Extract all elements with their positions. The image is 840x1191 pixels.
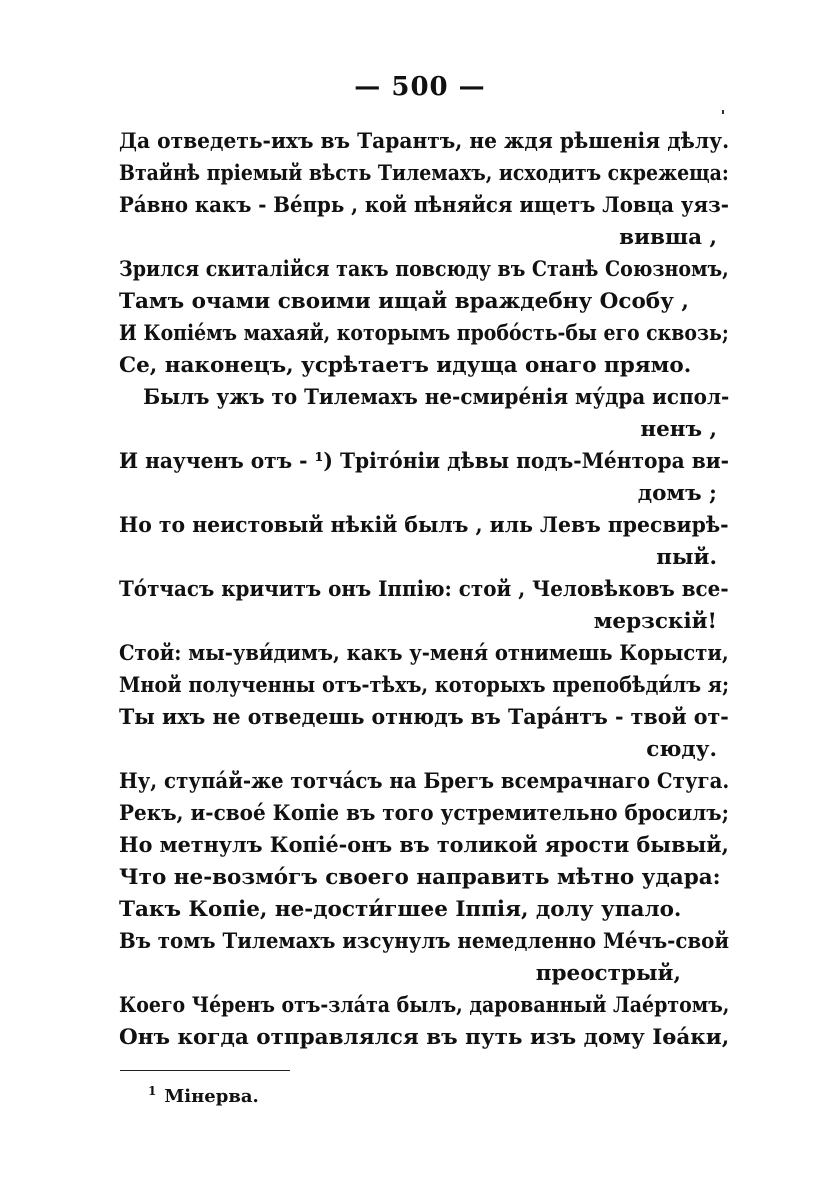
verse-line: Втайнѣ пріемый вѣсть Тилемахъ, исходитъ скрежеща: (119, 161, 729, 186)
verse-line-continuation: сюду. (646, 737, 717, 762)
verse-line: Да отведеть-ихъ въ Тарантъ, не ждя рѣшенія дѣлу. (119, 129, 730, 154)
verse-line: Коего Че́ренъ отъ-зла́та былъ, дарованный Лае́ртомъ, (119, 993, 730, 1018)
verse-line: И Копіе́мъ махаяй, которымъ пробо́сть-бы его сквозь; (119, 321, 729, 346)
verse-line: Рекъ, и-свое́ Копіе въ того устремительно бросилъ; (119, 801, 729, 826)
verse-block (119, 126, 729, 1054)
verse-line: Ра́вно какъ - Ве́прь , кой пѣняйся ищетъ Ловца уяз- (119, 193, 729, 218)
verse-line: Мной полученны отъ-тѣхъ, которыхъ препобѣди́лъ я; (119, 673, 730, 698)
verse-line: Тамъ очами своими ищай враждебну Особу , (119, 289, 689, 314)
verse-line-continuation: преострый, (535, 961, 681, 986)
footnote-marker: 1 (148, 1084, 157, 1098)
verse-line: Се, наконецъ, усрѣтаетъ идуща онаго прямо. (119, 353, 692, 378)
verse-line: Ты ихъ не отведешь отнюдъ въ Тара́нтъ - твой от- (119, 705, 729, 730)
verse-line: То́тчасъ кричитъ онъ Іппію: стой , Человѣковъ все- (119, 577, 729, 602)
verse-line-continuation: пый. (656, 545, 717, 570)
page-number: — 500 — (354, 72, 486, 102)
verse-line-continuation: вивша , (619, 225, 717, 250)
footnote (148, 1084, 259, 1107)
verse-line: Стой: мы-уви́димъ, какъ у-меня́ отнимешь Корысти, (119, 641, 729, 666)
footnote-divider (120, 1070, 290, 1071)
verse-line: Ну, ступа́й-же тотча́съ на Брегъ всемрачнаго Стуга. (119, 769, 730, 794)
verse-line-continuation: мерзскій! (593, 609, 717, 634)
verse-line: Но то неистовый нѣкій былъ , иль Левъ пресвирѣ- (119, 513, 729, 538)
verse-line-continuation: домъ ; (637, 481, 717, 506)
verse-line-continuation: ненъ , (640, 417, 717, 442)
verse-line: Что не-возмо́гъ своего направить мѣтно удара: (119, 865, 721, 890)
verse-line: Онъ когда отправлялся въ путь изъ дому Іѳа́ки, (119, 1025, 730, 1050)
ink-speck (722, 110, 724, 114)
verse-line: Былъ ужъ то Тилемахъ не-смире́нія му́дра испол- (143, 385, 730, 410)
verse-line: Такъ Копіе, не-дости́гшее Іппія, долу упало. (119, 897, 682, 922)
verse-line: И наученъ отъ - ¹) Тріто́ніи дѣвы подъ-Ме́нтора ви- (119, 449, 730, 474)
footnote-text: Мінерва. (164, 1086, 259, 1107)
verse-line: Въ томъ Тилемахъ изсунулъ немедленно Ме́чъ-свой (119, 929, 729, 954)
verse-line: Но метнулъ Копіе́-онъ въ толикой ярости бывый, (119, 833, 729, 858)
verse-line: Зрился скиталійся такъ повсюду въ Станѣ Союзномъ, (119, 257, 729, 282)
